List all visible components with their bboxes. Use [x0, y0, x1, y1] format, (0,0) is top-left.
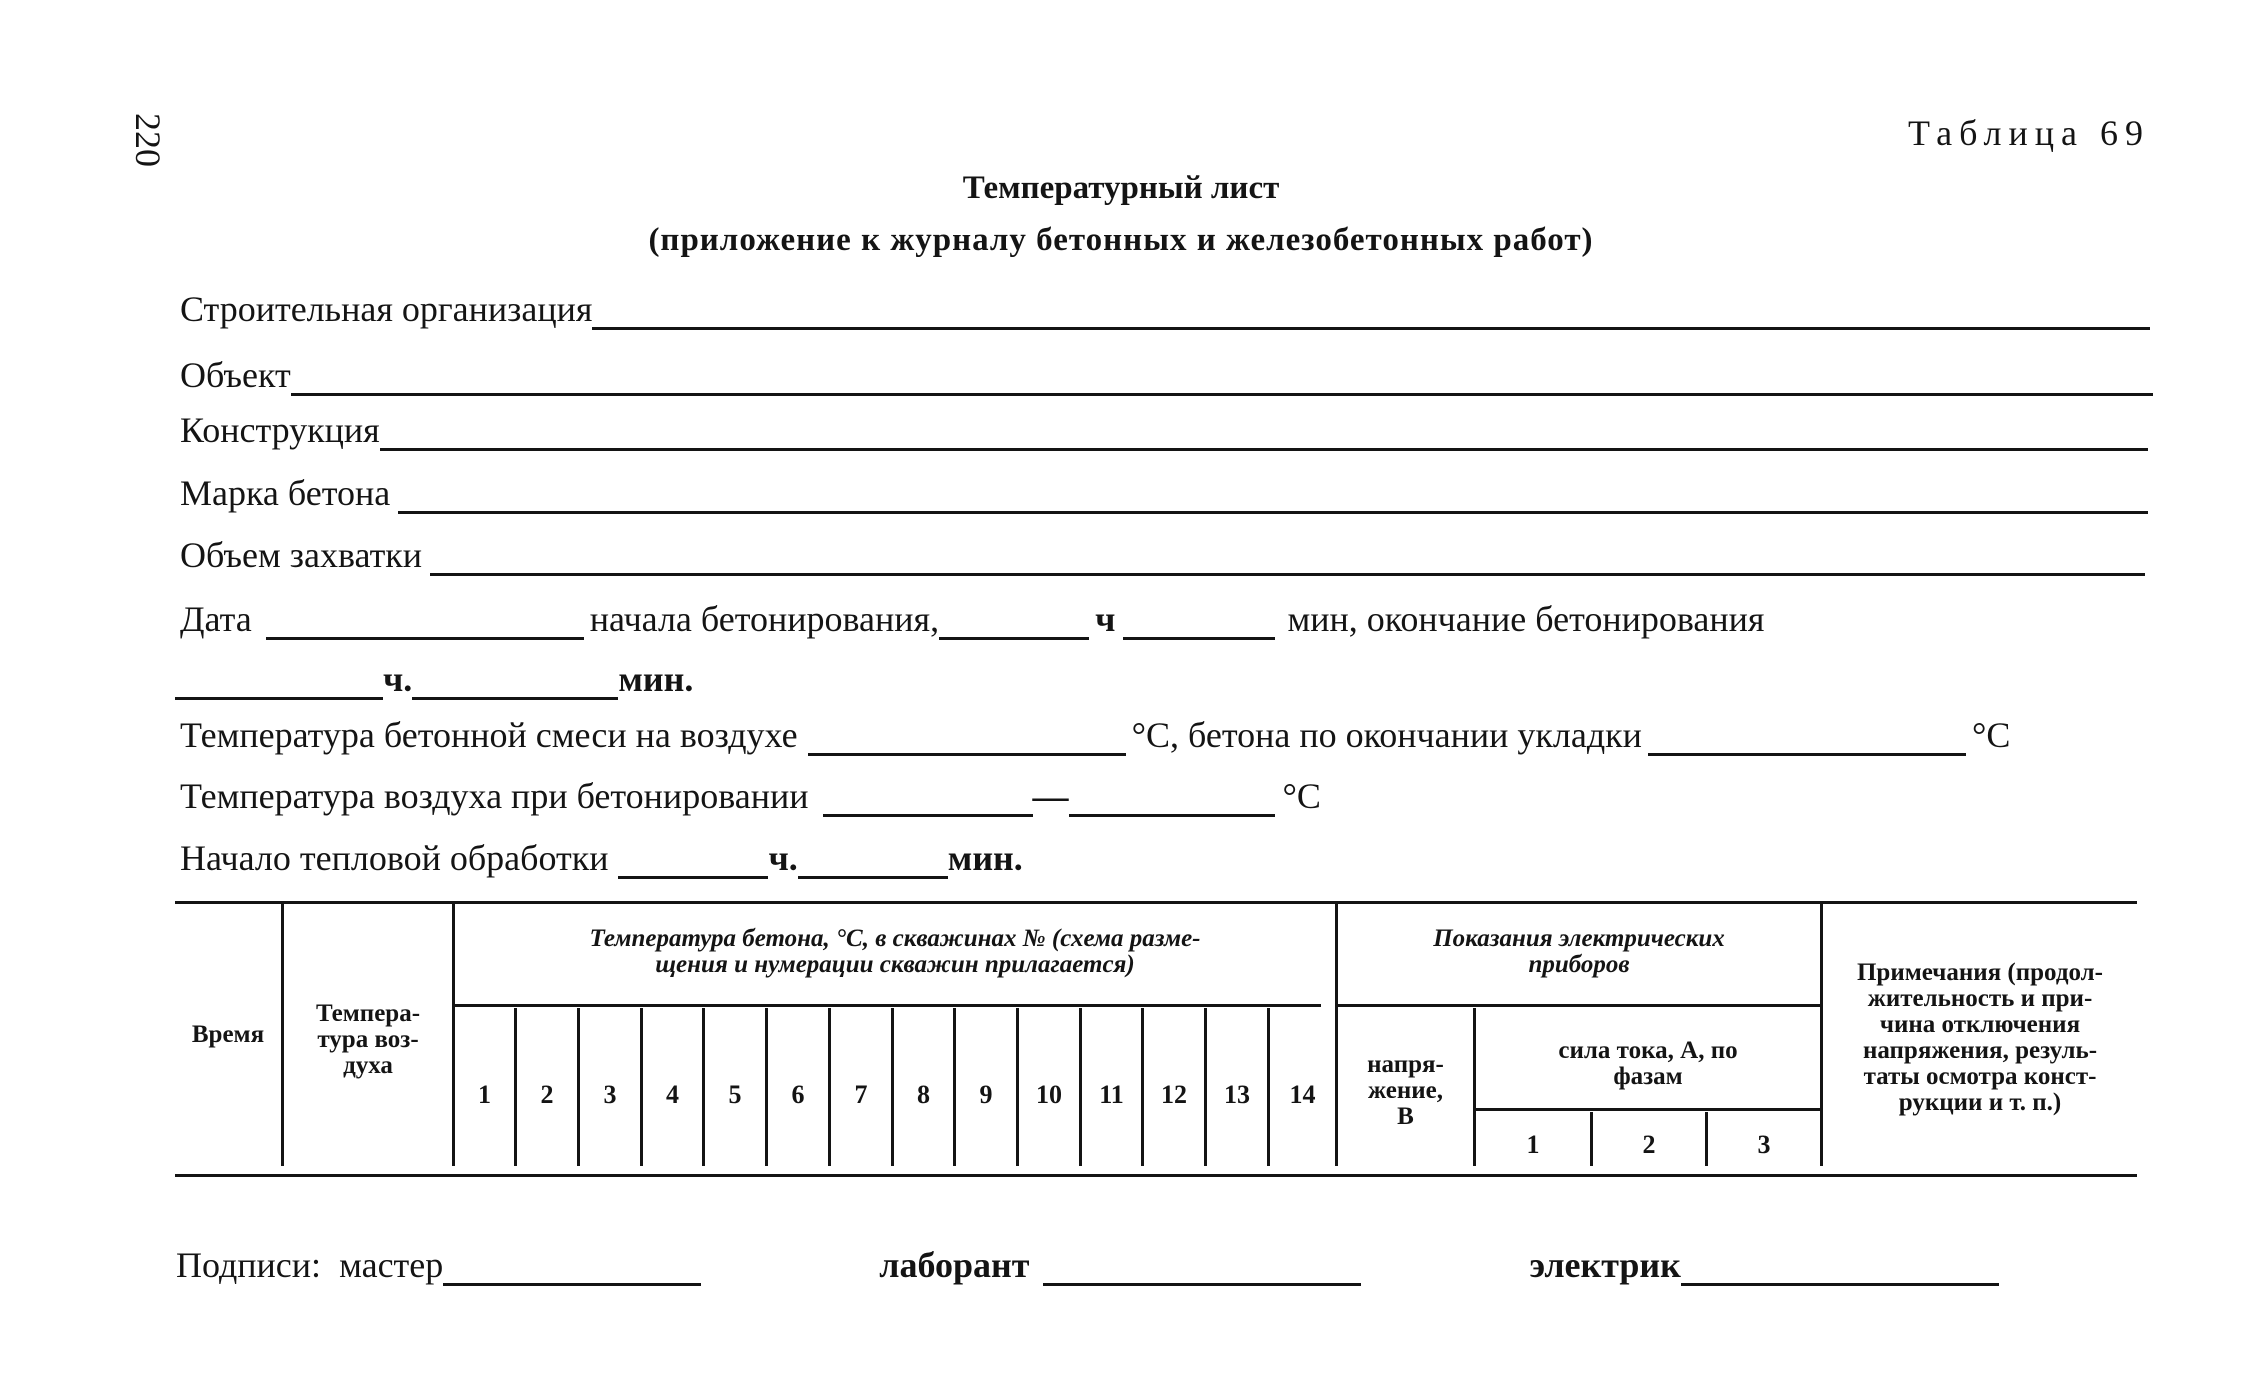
construction-blank[interactable]: [380, 414, 2148, 451]
start-hours-blank[interactable]: [939, 603, 1089, 640]
air-temp-min-blank[interactable]: [823, 780, 1033, 817]
air-temp-max-blank[interactable]: [1069, 780, 1275, 817]
well-number: 12: [1161, 1080, 1187, 1109]
construction-field: [180, 405, 2148, 451]
heat-minutes-label: мин.: [947, 838, 1023, 878]
lab-label: лаборант: [879, 1245, 1030, 1285]
end-minutes-blank[interactable]: [412, 663, 618, 700]
current-header: сила тока, А, по фазам: [1558, 1037, 1738, 1090]
date-label: Дата: [180, 599, 252, 639]
document-subtitle: (приложение к журналу бетонных и железобетонных работ): [648, 222, 1594, 258]
date-blank[interactable]: [266, 603, 584, 640]
volume-blank[interactable]: [430, 539, 2145, 576]
table-label: Таблица 69: [1908, 113, 2150, 153]
concrete-grade-label: Марка бетона: [180, 473, 391, 513]
well-number: 2: [540, 1080, 554, 1109]
electrician-label: электрик: [1529, 1245, 1681, 1285]
start-label: начала бетонирования,: [589, 599, 940, 639]
object-blank[interactable]: [291, 359, 2153, 396]
object-label: Объект: [180, 355, 291, 395]
concrete-grade-field: [180, 468, 2148, 514]
concrete-temp-header: Температура бетона, °C, в скважинах № (схема разме- щения и нумерации скважин прилагается): [589, 925, 1201, 978]
well-number: 14: [1289, 1080, 1316, 1109]
master-signature-blank[interactable]: [443, 1249, 701, 1286]
lab-signature-blank[interactable]: [1043, 1249, 1361, 1286]
organization-blank[interactable]: [592, 293, 2150, 330]
well-number: 4: [666, 1080, 679, 1109]
air-temp-label: Температура воздуха при бетонировании: [180, 776, 809, 816]
concrete-temp-label: °C, бетона по окончании укладки: [1131, 715, 1642, 755]
date-row: [180, 594, 2080, 640]
well-number: 11: [1099, 1080, 1124, 1109]
end-time-row: [175, 654, 975, 700]
table-top-border: [175, 901, 2137, 904]
table-bottom-border: [175, 1174, 2137, 1177]
concrete-grade-blank[interactable]: [398, 477, 2148, 514]
well-number: 5: [728, 1080, 742, 1109]
phase-number: 3: [1757, 1130, 1771, 1159]
end-hours-blank[interactable]: [175, 663, 383, 700]
instruments-header: Показания электрических приборов: [1433, 925, 1725, 978]
object-field: [180, 350, 2153, 396]
mix-temp-blank[interactable]: [808, 719, 1126, 756]
voltage-header: напря- жение, В: [1367, 1051, 1444, 1130]
page-number: 220: [128, 113, 168, 167]
dash-label: —: [1032, 776, 1069, 816]
time-header: Время: [191, 1021, 265, 1048]
construction-label: Конструкция: [180, 410, 380, 450]
well-number: 8: [917, 1080, 930, 1109]
deg-c-label: °C: [1971, 715, 2011, 755]
well-number: 7: [854, 1080, 868, 1109]
well-number: 3: [603, 1080, 617, 1109]
end-minutes-label: мин.: [618, 659, 694, 699]
organization-label: Строительная организация: [180, 289, 593, 329]
heat-hours-blank[interactable]: [618, 842, 768, 879]
phase-number: 2: [1642, 1130, 1656, 1159]
well-number: 13: [1224, 1080, 1250, 1109]
air-temp-header: Темпера- тура воз- духа: [315, 1000, 421, 1079]
document-title: Температурный лист: [962, 170, 1280, 206]
concrete-temp-blank[interactable]: [1648, 719, 1966, 756]
end-hours-label: ч.: [383, 659, 413, 699]
hours-label: ч: [1095, 599, 1116, 639]
phase-number: 1: [1526, 1130, 1540, 1159]
signatures-label: Подписи:: [176, 1245, 322, 1285]
well-number: 6: [791, 1080, 805, 1109]
heat-start-label: Начало тепловой обработки: [180, 838, 609, 878]
notes-header: Примечания (продол- жительность и при- чина отключения напряжения, резуль- таты осмотра конст- рукции и т. п.): [1856, 959, 2104, 1116]
minutes-end-label: мин, окончание бетонирования: [1287, 599, 1765, 639]
volume-field: [180, 530, 2145, 576]
well-number: 10: [1036, 1080, 1062, 1109]
volume-label: Объем захватки: [180, 535, 423, 575]
heat-minutes-blank[interactable]: [798, 842, 948, 879]
master-label: мастер: [339, 1245, 444, 1285]
start-minutes-blank[interactable]: [1123, 603, 1275, 640]
air-temp-row: [180, 771, 1480, 817]
well-number: 9: [979, 1080, 993, 1109]
well-number: 1: [478, 1080, 491, 1109]
organization-field: [180, 284, 2150, 330]
heat-hours-label: ч.: [768, 838, 798, 878]
mix-temp-row: [180, 710, 2140, 756]
mix-temp-label: Температура бетонной смеси на воздухе: [180, 715, 798, 755]
electrician-signature-blank[interactable]: [1681, 1249, 1999, 1286]
signatures-row: [176, 1240, 2076, 1286]
air-deg-c-label: °C: [1282, 776, 1321, 816]
heat-start-row: [180, 833, 1380, 879]
